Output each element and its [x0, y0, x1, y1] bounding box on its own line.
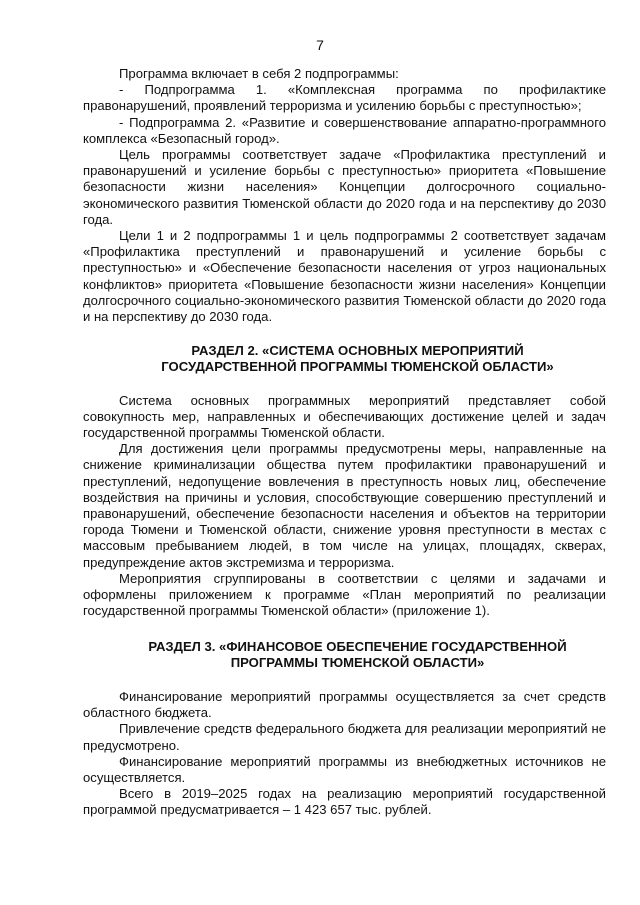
section-3-heading-line-1: РАЗДЕЛ 3. «ФИНАНСОВОЕ ОБЕСПЕЧЕНИЕ ГОСУДАРСТВЕННОЙ [148, 638, 567, 654]
intro-lead: Программа включает в себя 2 подпрограммы: [119, 66, 399, 81]
section-3-paragraph-3: Финансирование мероприятий программы из внебюджетных источников не осуществляется. [83, 753, 606, 785]
document-body [83, 66, 606, 819]
section-2-heading-line-2: ГОСУДАРСТВЕННОЙ ПРОГРАММЫ ТЮМЕНСКОЙ ОБЛАСТИ» [161, 359, 554, 375]
section-3-heading-line-2: ПРОГРАММЫ ТЮМЕНСКОЙ ОБЛАСТИ» [230, 654, 485, 670]
subprogram-2: - Подпрограмма 2. «Развитие и совершенствование аппаратно-программного комплекса «Безопасный город». [83, 114, 606, 146]
section-3-heading [83, 639, 606, 671]
section-2-paragraph-2: Для достижения цели программы предусмотрены меры, направленные на снижение криминализации общества путем профилактики правонарушений и преступлений, недопущение вовлечения в преступность новых лиц, обеспечение воздействия на причины и условия, способствующие совершению преступлений и правонарушений, обеспечение безопасности населения и объектов на территории города Тюмени и Тюменской области, снижение уровня преступности в местах с массовым пребыванием людей, в том числе на улицах, площадях, скверах, предупреждение актов экстремизма и терроризма. [83, 441, 606, 570]
section-3-paragraph-1: Финансирование мероприятий программы осуществляется за счет средств областного бюджета. [83, 688, 606, 721]
section-3-paragraph-2: Привлечение средств федерального бюджета для реализации мероприятий не предусмотрено. [83, 721, 606, 753]
section-2-paragraph-3: Мероприятия сгруппированы в соответствии с целями и задачами и оформлены приложением к программе «План мероприятий по реализации государственной программы Тюменской области» (приложение 1). [83, 570, 606, 619]
subprogram-goals-paragraph: Цели 1 и 2 подпрограммы 1 и цель подпрограммы 2 соответствует задачам «Профилактика преступлений и правонарушений и усиление борьбы с преступностью» и «Обеспечение безопасности населения от угроз национальных конфликтов» приоритета «Повышение безопасности жизни населения» Концепции долгосрочного социально-экономического развития Тюменской области до 2020 года и на перспективу до 2030 года. [83, 228, 606, 325]
section-2-paragraph-1: Система основных программных мероприятий представляет собой совокупность мер, направленных и обеспечивающих достижение целей и задач государственной программы Тюменской области. [83, 392, 606, 441]
program-goal-paragraph: Цель программы соответствует задаче «Профилактика преступлений и правонарушений и усиление борьбы с преступностью» приоритета «Повышение безопасности жизни населения» Концепции долгосрочного социально-экономического развития Тюменской области до 2020 года и на перспективу до 2030 года. [83, 147, 606, 227]
section-2-heading [83, 343, 606, 375]
section-2-heading-line-1: РАЗДЕЛ 2. «СИСТЕМА ОСНОВНЫХ МЕРОПРИЯТИЙ [191, 343, 524, 359]
subprogram-1: - Подпрограмма 1. «Комплексная программа по профилактике правонарушений, проявлений терроризма и усилению борьбы с преступностью»; [83, 82, 606, 114]
page-number: 7 [316, 37, 324, 53]
section-3-paragraph-4: Всего в 2019–2025 годах на реализацию мероприятий государственной программой предусматривается – 1 423 657 тыс. рублей. [83, 786, 606, 818]
